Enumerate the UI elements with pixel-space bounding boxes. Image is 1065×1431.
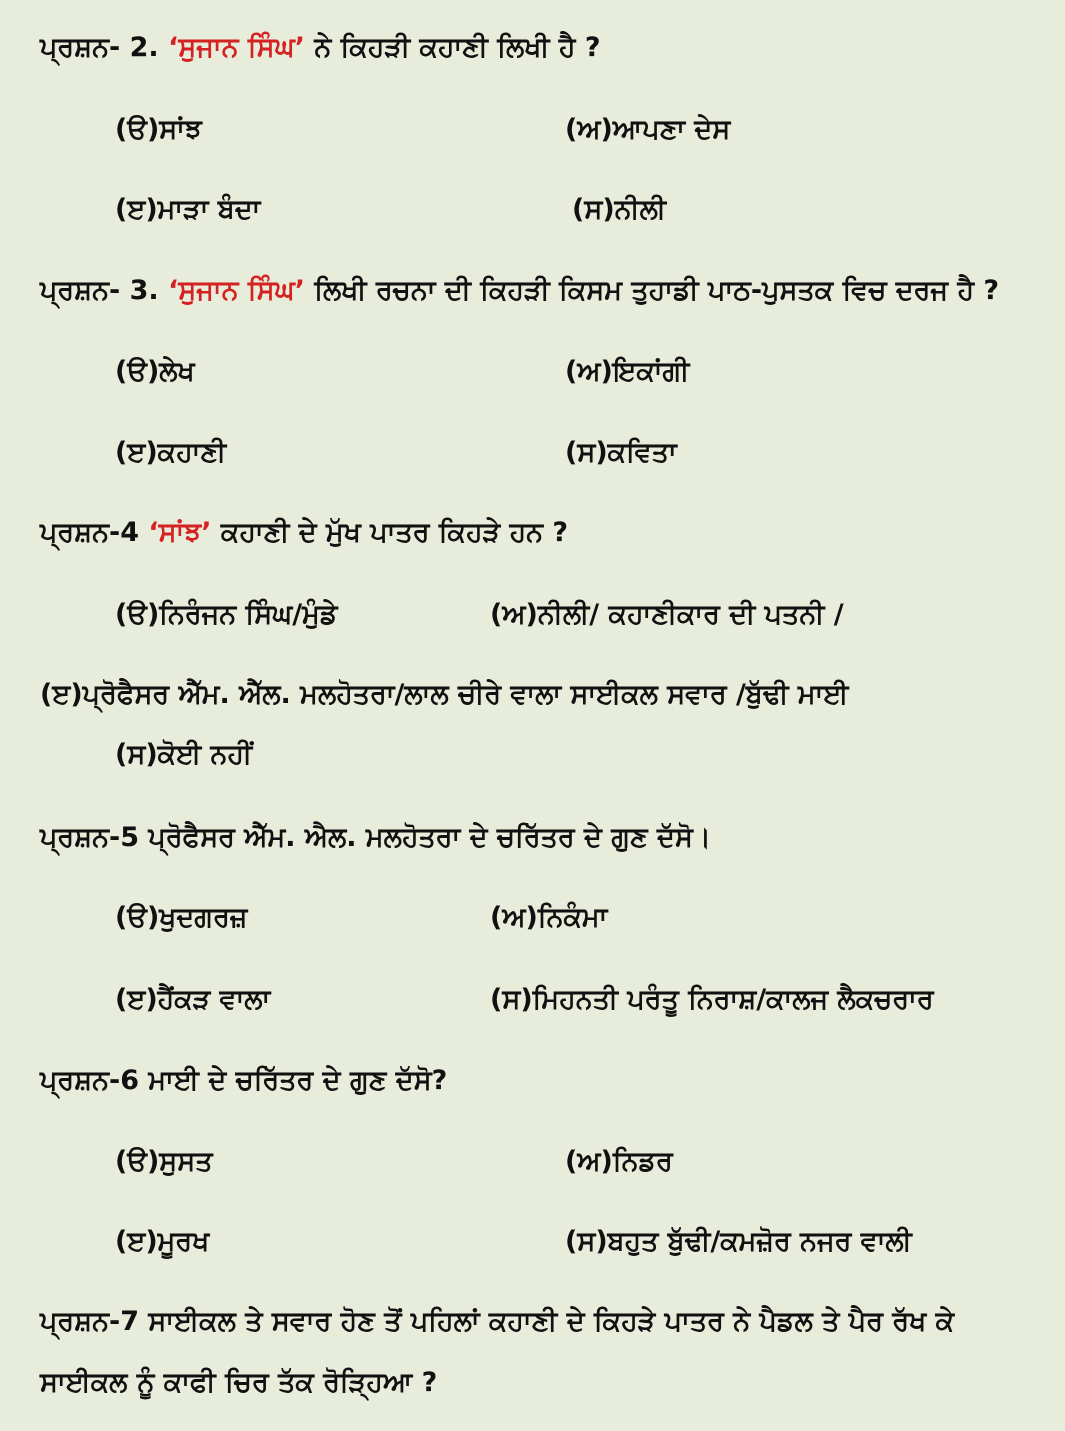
q5-option-a[interactable]: (ੳ)ਖੁਦਗਰਜ਼ — [115, 902, 248, 933]
q6-option-d[interactable]: (ਸ)ਬਹੁਤ ਬੁੱਢੀ/ਕਮਜ਼ੋਰ ਨਜਰ ਵਾਲੀ — [565, 1226, 912, 1257]
q4-option-a[interactable]: (ੳ)ਨਿਰੰਜਨ ਸਿੰਘ/ਮੁੰਡੇ — [115, 599, 338, 630]
question-4-text: ਕਹਾਣੀ ਦੇ ਮੁੱਖ ਪਾਤਰ ਕਿਹੜੇ ਹਨ ? — [211, 517, 569, 548]
q3-option-b[interactable]: (ਅ)ਇਕਾਂਗੀ — [565, 356, 690, 387]
q5-option-b[interactable]: (ਅ)ਨਿਕੰਮਾ — [490, 902, 608, 933]
story-title-highlight: ‘ਸਾਂਝ’ — [148, 517, 212, 548]
q2-option-c[interactable]: (ੲ)ਮਾੜਾ ਬੰਦਾ — [115, 194, 261, 225]
author-name-highlight: ‘ਸੁਜਾਨ ਸਿੰਘ’ — [168, 275, 305, 306]
question-2-text: ਨੇ ਕਿਹੜੀ ਕਹਾਣੀ ਲਿਖੀ ਹੈ ? — [304, 32, 601, 63]
question-5: ਪ੍ਰਸ਼ਨ-5 ਪ੍ਰੋਫੈਸਰ ਐੱਮ. ਐਲ. ਮਲਹੋਤਰਾ ਦੇ ਚਰਿੱਤਰ ਦੇ ਗੁਣ ਦੱਸੋ। — [40, 822, 712, 853]
q6-option-b[interactable]: (ਅ)ਨਿਡਰ — [565, 1146, 673, 1177]
question-7-line-2: ਸਾਈਕਲ ਨੂੰ ਕਾਫੀ ਚਿਰ ਤੱਕ ਰੋੜ੍ਹਿਆ ? — [40, 1367, 438, 1398]
q2-option-b[interactable]: (ਅ)ਆਪਣਾ ਦੇਸ — [565, 114, 731, 145]
author-name-highlight: ‘ਸੁਜਾਨ ਸਿੰਘ’ — [168, 32, 305, 63]
q5-option-d[interactable]: (ਸ)ਮਿਹਨਤੀ ਪਰੰਤੂ ਨਿਰਾਸ਼/ਕਾਲਜ ਲੈਕਚਰਾਰ — [490, 984, 934, 1015]
question-7-line-1: ਪ੍ਰਸ਼ਨ-7 ਸਾਈਕਲ ਤੇ ਸਵਾਰ ਹੋਣ ਤੋਂ ਪਹਿਲਾਂ ਕਹਾਣੀ ਦੇ ਕਿਹੜੇ ਪਾਤਰ ਨੇ ਪੈਡਲ ਤੇ ਪੈਰ ਰੱਖ ਕੇ — [40, 1306, 955, 1337]
q3-option-d[interactable]: (ਸ)ਕਵਿਤਾ — [565, 437, 677, 468]
question-2-prefix: ਪ੍ਰਸ਼ਨ- 2. — [40, 32, 169, 63]
q2-option-a[interactable]: (ੳ)ਸਾਂਝ — [115, 114, 202, 145]
question-2 — [40, 28, 601, 68]
question-6: ਪ੍ਰਸ਼ਨ-6 ਮਾਈ ਦੇ ਚਰਿੱਤਰ ਦੇ ਗੁਣ ਦੱਸੋ? — [40, 1065, 448, 1096]
q4-option-b[interactable]: (ਅ)ਨੀਲੀ/ ਕਹਾਣੀਕਾਰ ਦੀ ਪਤਨੀ / — [490, 599, 844, 630]
q6-option-a[interactable]: (ੳ)ਸੁਸਤ — [115, 1146, 213, 1177]
q4-option-c[interactable]: (ੲ)ਪ੍ਰੋਫੈਸਰ ਐੱਮ. ਐੱਲ. ਮਲਹੋਤਰਾ/ਲਾਲ ਚੀਰੇ ਵਾਲਾ ਸਾਈਕਲ ਸਵਾਰ /ਬੁੱਢੀ ਮਾਈ — [40, 679, 849, 710]
q2-option-d[interactable]: (ਸ)ਨੀਲੀ — [572, 194, 667, 225]
q4-option-d[interactable]: (ਸ)ਕੋਈ ਨਹੀਂ — [115, 739, 253, 770]
q5-option-c[interactable]: (ੲ)ਹੈਂਕੜ ਵਾਲਾ — [115, 984, 271, 1015]
q3-option-c[interactable]: (ੲ)ਕਹਾਣੀ — [115, 437, 227, 468]
q6-option-c[interactable]: (ੲ)ਮੂਰਖ — [115, 1226, 210, 1257]
question-3-text: ਲਿਖੀ ਰਚਨਾ ਦੀ ਕਿਹੜੀ ਕਿਸਮ ਤੁਹਾਡੀ ਪਾਠ-ਪੁਸਤਕ ਵਿਚ ਦਰਜ ਹੈ ? — [304, 275, 1000, 306]
question-4-prefix: ਪ੍ਰਸ਼ਨ-4 — [40, 517, 149, 548]
question-3-prefix: ਪ੍ਰਸ਼ਨ- 3. — [40, 275, 169, 306]
q3-option-a[interactable]: (ੳ)ਲੇਖ — [115, 356, 195, 387]
question-3 — [40, 271, 999, 311]
question-4 — [40, 513, 568, 553]
